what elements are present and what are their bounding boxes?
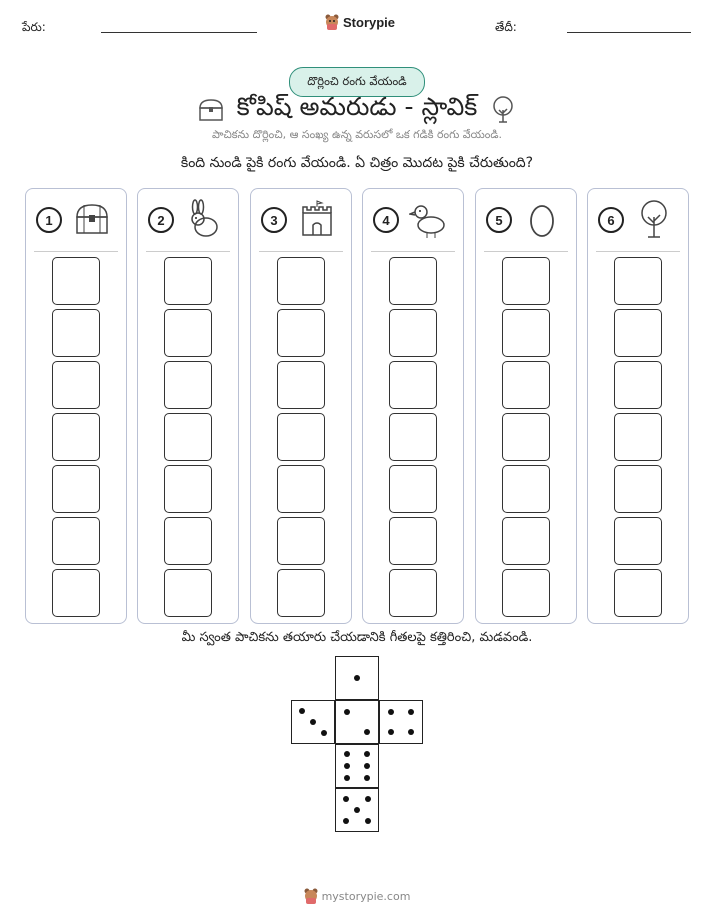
color-box[interactable] xyxy=(614,569,662,617)
column-5 xyxy=(475,188,577,624)
die-pip xyxy=(388,709,394,715)
footer xyxy=(0,888,714,904)
color-box[interactable] xyxy=(389,309,437,357)
instruction: కింది నుండి పైకి రంగు వేయండి. ఏ చిత్రం మొదట పైకి చేరుతుంది? xyxy=(180,155,534,171)
date-label: తేదీ: xyxy=(495,20,517,34)
color-box[interactable] xyxy=(277,569,325,617)
color-box[interactable] xyxy=(502,569,550,617)
die-pip xyxy=(364,763,370,769)
color-box[interactable] xyxy=(614,517,662,565)
color-box[interactable] xyxy=(502,361,550,409)
die-face xyxy=(335,656,379,700)
die-pip xyxy=(365,796,371,802)
egg-icon xyxy=(522,199,562,241)
column-divider xyxy=(371,251,455,252)
color-box[interactable] xyxy=(614,465,662,513)
color-box[interactable] xyxy=(164,517,212,565)
die-pip xyxy=(299,708,305,714)
treasure-chest-icon xyxy=(197,98,225,122)
die-face xyxy=(335,788,379,832)
column-number: 6 xyxy=(598,207,624,233)
column-1 xyxy=(25,188,127,624)
color-box[interactable] xyxy=(52,309,100,357)
die-pip xyxy=(343,796,349,802)
treasure-chest-icon xyxy=(72,199,112,241)
color-box[interactable] xyxy=(614,413,662,461)
die-pip xyxy=(343,818,349,824)
column-2 xyxy=(137,188,239,624)
color-box[interactable] xyxy=(389,569,437,617)
die-pip xyxy=(344,775,350,781)
die-pip xyxy=(344,751,350,757)
bear-icon xyxy=(304,888,318,904)
column-divider xyxy=(484,251,568,252)
die-pip xyxy=(408,709,414,715)
color-box[interactable] xyxy=(389,517,437,565)
die-pip xyxy=(344,763,350,769)
color-box[interactable] xyxy=(614,257,662,305)
color-box[interactable] xyxy=(502,257,550,305)
footer-url[interactable]: mystorypie.com xyxy=(321,889,411,903)
color-box[interactable] xyxy=(164,465,212,513)
die-pip xyxy=(310,719,316,725)
color-box[interactable] xyxy=(502,413,550,461)
color-box[interactable] xyxy=(52,257,100,305)
column-divider xyxy=(259,251,343,252)
color-box[interactable] xyxy=(502,517,550,565)
tree-icon xyxy=(489,96,517,124)
color-box[interactable] xyxy=(277,257,325,305)
cut-instruction: మీ స్వంత పాచికను తయారు చేయడానికి గీతలపై కత్తిరించి, మడవండి. xyxy=(181,630,533,645)
column-number: 4 xyxy=(373,207,399,233)
brand-logo xyxy=(325,14,395,30)
column-4 xyxy=(362,188,464,624)
die-face xyxy=(379,700,423,744)
castle-icon xyxy=(297,199,337,241)
color-box[interactable] xyxy=(52,361,100,409)
column-divider xyxy=(146,251,230,252)
column-divider xyxy=(596,251,680,252)
rabbit-icon xyxy=(184,199,224,241)
page-title xyxy=(0,92,714,128)
color-box[interactable] xyxy=(614,361,662,409)
date-line[interactable] xyxy=(567,32,691,33)
brand-name: Storypie xyxy=(343,14,396,30)
column-number: 3 xyxy=(261,207,287,233)
activity-badge: దొర్లించి రంగు వేయండి xyxy=(289,67,425,97)
bear-icon xyxy=(325,14,339,30)
color-box[interactable] xyxy=(277,517,325,565)
duck-icon xyxy=(409,199,449,241)
color-box[interactable] xyxy=(164,361,212,409)
color-box[interactable] xyxy=(52,569,100,617)
die-pip xyxy=(388,729,394,735)
die-pip xyxy=(344,709,350,715)
color-box[interactable] xyxy=(389,257,437,305)
die-pip xyxy=(408,729,414,735)
die-face xyxy=(335,700,379,744)
title-text: కోపిష్ అమరుడు - స్లావిక్ xyxy=(236,92,478,121)
color-box[interactable] xyxy=(502,309,550,357)
column-number: 5 xyxy=(486,207,512,233)
column-divider xyxy=(34,251,118,252)
color-box[interactable] xyxy=(164,257,212,305)
color-box[interactable] xyxy=(52,465,100,513)
die-pip xyxy=(354,807,360,813)
color-box[interactable] xyxy=(502,465,550,513)
color-box[interactable] xyxy=(277,309,325,357)
color-box[interactable] xyxy=(389,361,437,409)
subtitle: పాచికను దొర్లించి, ఆ సంఖ్య ఉన్న వరుసలో ఒక గడికి రంగు వేయండి. xyxy=(212,128,502,141)
column-6 xyxy=(587,188,689,624)
color-box[interactable] xyxy=(389,465,437,513)
column-number: 2 xyxy=(148,207,174,233)
color-box[interactable] xyxy=(277,413,325,461)
color-box[interactable] xyxy=(52,413,100,461)
die-face xyxy=(335,744,379,788)
name-line[interactable] xyxy=(101,32,257,33)
color-box[interactable] xyxy=(277,361,325,409)
die-pip xyxy=(364,775,370,781)
die-pip xyxy=(321,730,327,736)
color-box[interactable] xyxy=(164,413,212,461)
color-box[interactable] xyxy=(614,309,662,357)
die-face xyxy=(291,700,335,744)
column-3 xyxy=(250,188,352,624)
tree-icon xyxy=(634,199,674,241)
die-pip xyxy=(364,751,370,757)
die-pip xyxy=(354,675,360,681)
color-box[interactable] xyxy=(277,465,325,513)
die-pip xyxy=(365,818,371,824)
color-box[interactable] xyxy=(389,413,437,461)
die-pip xyxy=(364,729,370,735)
name-label: పేరు: xyxy=(22,20,46,34)
color-box[interactable] xyxy=(164,569,212,617)
color-box[interactable] xyxy=(164,309,212,357)
color-box[interactable] xyxy=(52,517,100,565)
column-number: 1 xyxy=(36,207,62,233)
